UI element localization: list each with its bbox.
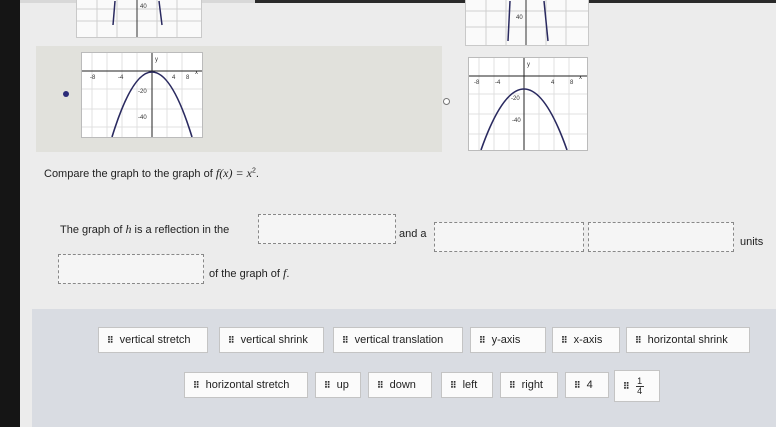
previous-graph-thumbnail-left [76,0,202,38]
svg-text:-40: -40 [512,118,521,124]
drag-handle-icon: ⠿ [342,334,348,345]
drop-zone-transformation[interactable] [434,222,584,252]
radio-choice-1[interactable] [63,91,69,97]
tile-one-fourth[interactable] [614,370,660,402]
sentence-and: and a [399,228,427,240]
fraction: $\frac{1}{4}$ [637,375,643,396]
x-tick-label: -4 [118,75,124,81]
graph-choice-1[interactable] [81,52,203,138]
tile-left[interactable]: ⠿ left [441,372,493,398]
drag-handle-icon: ⠿ [561,334,567,345]
svg-text:40: 40 [516,15,523,21]
tile-up[interactable]: ⠿ up [315,372,361,398]
x-tick-label: -8 [90,75,96,81]
drag-handle-icon: ⠿ [623,380,629,391]
tile-horizontal-stretch[interactable]: ⠿ horizontal stretch [184,372,308,398]
svg-text:-4: -4 [495,80,501,86]
y-tick-label: -20 [138,89,147,95]
drag-handle-icon: ⠿ [574,379,580,390]
radio-choice-2[interactable] [443,98,450,105]
tile-x-axis[interactable]: ⠿ x-axis [552,327,620,353]
drag-handle-icon: ⠿ [107,334,113,345]
graph-choice-2[interactable] [468,57,588,151]
drag-handle-icon: ⠿ [193,379,199,390]
tile-vertical-translation[interactable]: ⠿ vertical translation [333,327,463,353]
screen-edge [0,0,20,427]
drag-handle-icon: ⠿ [635,334,641,345]
prompt-expression: (x) = x [219,166,252,180]
x-axis-label: x [195,70,198,76]
sentence-var: h [125,222,132,236]
drag-handle-icon: ⠿ [509,379,515,390]
sentence-f: f [283,266,287,280]
question-prompt [44,166,259,181]
y-tick-label: -40 [138,115,147,121]
tile-4[interactable]: ⠿ 4 [565,372,609,398]
drop-zone-amount[interactable] [588,222,734,252]
tile-down[interactable]: ⠿ down [368,372,432,398]
tile-vertical-stretch[interactable]: ⠿ vertical stretch [98,327,208,353]
previous-graph-thumbnail-right [465,0,589,46]
prompt-function: f [215,166,220,180]
svg-text:x: x [579,75,582,81]
svg-text:y: y [527,62,530,68]
tile-vertical-shrink[interactable]: ⠿ vertical shrink [219,327,324,353]
svg-text:-8: -8 [474,80,480,86]
drag-handle-icon: ⠿ [377,379,383,390]
sentence-part-1: The graph of h is a reflection in the [60,222,230,236]
tile-horizontal-shrink[interactable]: ⠿ horizontal shrink [626,327,750,353]
drag-handle-icon: ⠿ [479,334,485,345]
drop-zone-reflection-axis[interactable] [258,214,396,244]
svg-text:-20: -20 [511,96,520,102]
prompt-exponent: 2 [251,167,256,175]
x-tick-label: 8 [186,75,190,81]
y-axis-label: y [155,57,158,63]
prompt-text: Compare the graph to the graph of [44,168,213,180]
drag-handle-icon: ⠿ [324,379,330,390]
tile-y-axis[interactable]: ⠿ y-axis [470,327,546,353]
sentence-units: units [740,236,764,248]
drag-handle-icon: ⠿ [450,379,456,390]
svg-text:4: 4 [551,80,555,86]
svg-text:8: 8 [570,80,574,86]
prompt-period: . [255,168,259,180]
tile-right[interactable]: ⠿ right [500,372,558,398]
thumb-left-label: 40 [140,4,147,10]
drop-zone-direction[interactable] [58,254,204,284]
drag-handle-icon: ⠿ [228,334,234,345]
x-tick-label: 4 [172,75,176,81]
sentence-of: of the graph of f. [209,266,290,280]
